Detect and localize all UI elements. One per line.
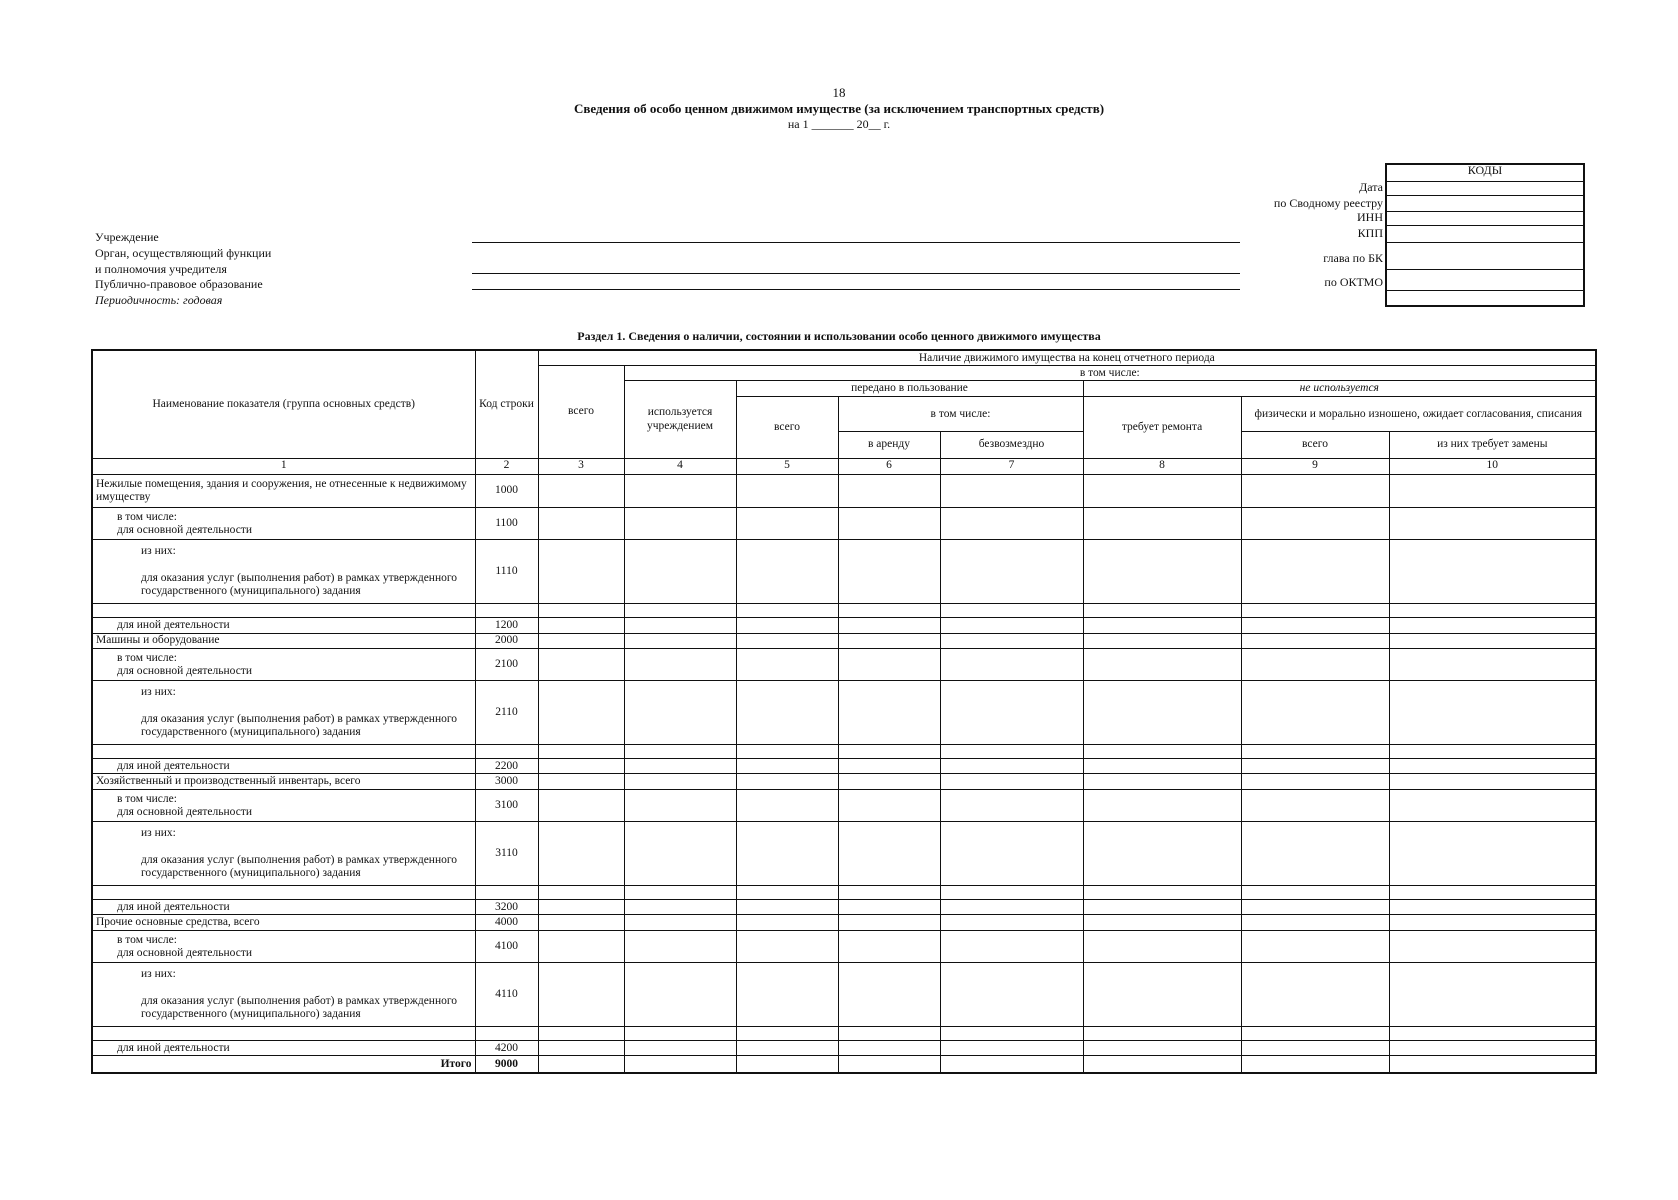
assets-table bbox=[91, 349, 1597, 1074]
value-cell[interactable] bbox=[538, 900, 624, 915]
value-cell[interactable] bbox=[940, 759, 1083, 774]
value-cell[interactable] bbox=[624, 790, 736, 822]
value-cell[interactable] bbox=[1083, 681, 1241, 745]
col-number: 10 bbox=[1389, 458, 1596, 474]
blank-label-cell bbox=[92, 885, 475, 900]
value-cell[interactable] bbox=[940, 885, 1083, 900]
value-cell[interactable] bbox=[1241, 618, 1389, 633]
col-number: 3 bbox=[538, 458, 624, 474]
value-cell[interactable] bbox=[1241, 790, 1389, 822]
value-cell[interactable] bbox=[1083, 1056, 1241, 1073]
founder-label-line1: Орган, осуществляющий функции bbox=[95, 246, 272, 260]
value-cell[interactable] bbox=[838, 900, 940, 915]
row-code: 3110 bbox=[475, 822, 538, 886]
main-activity-label bbox=[92, 931, 475, 963]
value-cell[interactable] bbox=[1389, 508, 1596, 540]
header-not-used: не используется bbox=[1083, 381, 1596, 397]
col-number: 7 bbox=[940, 458, 1083, 474]
table-row bbox=[92, 681, 1596, 745]
value-cell[interactable] bbox=[736, 681, 838, 745]
table-row bbox=[92, 1026, 1596, 1041]
value-cell[interactable] bbox=[736, 508, 838, 540]
main-activity-label-line: в том числе: bbox=[117, 651, 177, 664]
value-cell[interactable] bbox=[736, 759, 838, 774]
value-cell[interactable] bbox=[1389, 540, 1596, 604]
services-label bbox=[92, 681, 475, 745]
header-transferred: передано в пользование bbox=[736, 381, 1083, 397]
value-cell[interactable] bbox=[1083, 633, 1241, 649]
value-cell[interactable] bbox=[1083, 1041, 1241, 1056]
value-cell[interactable] bbox=[940, 963, 1083, 1027]
code-label-inn: ИНН bbox=[1357, 210, 1383, 224]
row-code: 2000 bbox=[475, 633, 538, 649]
value-cell[interactable] bbox=[538, 963, 624, 1027]
value-cell[interactable] bbox=[838, 963, 940, 1027]
value-cell[interactable] bbox=[624, 900, 736, 915]
blank-label-cell bbox=[92, 603, 475, 618]
blank-code-cell bbox=[475, 603, 538, 618]
value-cell[interactable] bbox=[538, 759, 624, 774]
value-cell[interactable] bbox=[838, 540, 940, 604]
code-label-date: Дата bbox=[1359, 180, 1383, 194]
value-cell[interactable] bbox=[1389, 774, 1596, 790]
other-activity-label: для иной деятельности bbox=[92, 618, 475, 633]
value-cell[interactable] bbox=[940, 744, 1083, 759]
codes-title: КОДЫ bbox=[1467, 163, 1503, 177]
table-row bbox=[92, 759, 1596, 774]
value-cell[interactable] bbox=[538, 885, 624, 900]
row-code: 4110 bbox=[475, 963, 538, 1027]
value-cell[interactable] bbox=[624, 540, 736, 604]
row-code: 9000 bbox=[475, 1056, 538, 1073]
col-number: 6 bbox=[838, 458, 940, 474]
value-cell[interactable] bbox=[838, 774, 940, 790]
table-row bbox=[92, 774, 1596, 790]
codes-box bbox=[1385, 163, 1585, 307]
value-cell[interactable] bbox=[940, 774, 1083, 790]
table-row bbox=[92, 790, 1596, 822]
total-label: Итого bbox=[92, 1056, 475, 1073]
blank-label-cell bbox=[92, 1026, 475, 1041]
value-cell[interactable] bbox=[1241, 1041, 1389, 1056]
value-cell[interactable] bbox=[838, 633, 940, 649]
value-cell[interactable] bbox=[624, 885, 736, 900]
value-cell[interactable] bbox=[940, 540, 1083, 604]
value-cell[interactable] bbox=[538, 508, 624, 540]
value-cell[interactable] bbox=[1083, 649, 1241, 681]
value-cell[interactable] bbox=[1083, 885, 1241, 900]
value-cell[interactable] bbox=[624, 915, 736, 931]
value-cell[interactable] bbox=[1389, 603, 1596, 618]
value-cell[interactable] bbox=[624, 774, 736, 790]
value-cell[interactable] bbox=[624, 822, 736, 886]
value-cell[interactable] bbox=[838, 744, 940, 759]
value-cell[interactable] bbox=[1389, 649, 1596, 681]
blank-code-cell bbox=[475, 1026, 538, 1041]
value-cell[interactable] bbox=[1389, 915, 1596, 931]
header-worn-out: физически и морально изношено, ожидает согласования, списания bbox=[1241, 397, 1596, 432]
services-label-line: из них: bbox=[141, 826, 176, 839]
value-cell[interactable] bbox=[1389, 744, 1596, 759]
value-cell[interactable] bbox=[1389, 1026, 1596, 1041]
value-cell[interactable] bbox=[1389, 474, 1596, 508]
value-cell[interactable] bbox=[736, 885, 838, 900]
value-cell[interactable] bbox=[624, 681, 736, 745]
value-cell[interactable] bbox=[940, 900, 1083, 915]
services-label-line: для оказания услуг (выполнения работ) в рамках утвержденного государственного (муниципального) задания bbox=[141, 853, 458, 879]
services-label-line: из них: bbox=[141, 685, 176, 698]
value-cell[interactable] bbox=[736, 774, 838, 790]
value-cell[interactable] bbox=[1241, 885, 1389, 900]
institution-label: Учреждение bbox=[95, 230, 159, 244]
value-cell[interactable] bbox=[940, 633, 1083, 649]
services-label-line: для оказания услуг (выполнения работ) в рамках утвержденного государственного (муниципального) задания bbox=[141, 994, 458, 1020]
table-row bbox=[92, 885, 1596, 900]
main-activity-label bbox=[92, 508, 475, 540]
header-worn-replace: из них требует замены bbox=[1389, 432, 1596, 458]
other-activity-label: для иной деятельности bbox=[92, 759, 475, 774]
value-cell[interactable] bbox=[940, 508, 1083, 540]
value-cell[interactable] bbox=[1083, 900, 1241, 915]
value-cell[interactable] bbox=[838, 790, 940, 822]
code-label-oktmo: по ОКТМО bbox=[1324, 275, 1383, 289]
value-cell[interactable] bbox=[1241, 822, 1389, 886]
services-label bbox=[92, 822, 475, 886]
header-needs-repair: требует ремонта bbox=[1083, 397, 1241, 458]
value-cell[interactable] bbox=[1389, 633, 1596, 649]
header-rent: в аренду bbox=[838, 432, 940, 458]
value-cell[interactable] bbox=[1241, 744, 1389, 759]
main-activity-label-line: для основной деятельности bbox=[117, 664, 252, 677]
main-activity-label-line: для основной деятельности bbox=[117, 946, 252, 959]
value-cell[interactable] bbox=[538, 915, 624, 931]
public-entity-label: Публично-правовое образование bbox=[95, 277, 263, 291]
code-label-kpp: КПП bbox=[1357, 226, 1383, 240]
row-code: 1100 bbox=[475, 508, 538, 540]
report-date-line: на 1 _______ 20__ г. bbox=[787, 117, 891, 131]
table-row bbox=[92, 508, 1596, 540]
group-name: Прочие основные средства, всего bbox=[92, 915, 475, 931]
table-row bbox=[92, 900, 1596, 915]
value-cell[interactable] bbox=[1389, 618, 1596, 633]
main-activity-label-line: в том числе: bbox=[117, 933, 177, 946]
founder-field-line bbox=[472, 273, 1240, 274]
table-row bbox=[92, 1056, 1596, 1073]
value-cell[interactable] bbox=[1389, 963, 1596, 1027]
main-activity-label-line: в том числе: bbox=[117, 792, 177, 805]
header-used-by-institution: используется учреждением bbox=[624, 381, 736, 458]
value-cell[interactable] bbox=[624, 1041, 736, 1056]
table-row bbox=[92, 822, 1596, 886]
code-label-bk: глава по БК bbox=[1323, 251, 1383, 265]
value-cell[interactable] bbox=[1241, 649, 1389, 681]
row-code: 1110 bbox=[475, 540, 538, 604]
value-cell[interactable] bbox=[1083, 540, 1241, 604]
value-cell[interactable] bbox=[736, 540, 838, 604]
row-code: 3000 bbox=[475, 774, 538, 790]
value-cell[interactable] bbox=[940, 822, 1083, 886]
value-cell[interactable] bbox=[940, 1026, 1083, 1041]
value-cell[interactable] bbox=[1389, 822, 1596, 886]
table-row bbox=[92, 540, 1596, 604]
value-cell[interactable] bbox=[1083, 508, 1241, 540]
value-cell[interactable] bbox=[624, 1026, 736, 1041]
value-cell[interactable] bbox=[838, 618, 940, 633]
table-row bbox=[92, 1041, 1596, 1056]
value-cell[interactable] bbox=[940, 915, 1083, 931]
value-cell[interactable] bbox=[1083, 774, 1241, 790]
value-cell[interactable] bbox=[538, 633, 624, 649]
value-cell[interactable] bbox=[624, 744, 736, 759]
value-cell[interactable] bbox=[940, 790, 1083, 822]
value-cell[interactable] bbox=[838, 931, 940, 963]
value-cell[interactable] bbox=[838, 822, 940, 886]
header-including: в том числе: bbox=[624, 366, 1596, 381]
value-cell[interactable] bbox=[940, 603, 1083, 618]
col-number: 1 bbox=[92, 458, 475, 474]
row-code: 3100 bbox=[475, 790, 538, 822]
col-number: 2 bbox=[475, 458, 538, 474]
header-worn-total: всего bbox=[1241, 432, 1389, 458]
value-cell[interactable] bbox=[538, 540, 624, 604]
periodicity-label: Периодичность: годовая bbox=[95, 293, 223, 307]
value-cell[interactable] bbox=[1083, 744, 1241, 759]
value-cell[interactable] bbox=[736, 822, 838, 886]
value-cell[interactable] bbox=[940, 931, 1083, 963]
value-cell[interactable] bbox=[736, 915, 838, 931]
value-cell[interactable] bbox=[1241, 474, 1389, 508]
value-cell[interactable] bbox=[838, 915, 940, 931]
value-cell[interactable] bbox=[838, 1041, 940, 1056]
header-code: Код строки bbox=[475, 350, 538, 458]
services-label-line: для оказания услуг (выполнения работ) в рамках утвержденного государственного (муниципального) задания bbox=[141, 571, 458, 597]
table-row bbox=[92, 744, 1596, 759]
value-cell[interactable] bbox=[940, 681, 1083, 745]
value-cell[interactable] bbox=[1241, 1056, 1389, 1073]
main-activity-label bbox=[92, 649, 475, 681]
value-cell[interactable] bbox=[736, 618, 838, 633]
value-cell[interactable] bbox=[736, 603, 838, 618]
value-cell[interactable] bbox=[538, 1056, 624, 1073]
value-cell[interactable] bbox=[538, 649, 624, 681]
col-number: 9 bbox=[1241, 458, 1389, 474]
other-activity-label: для иной деятельности bbox=[92, 1041, 475, 1056]
value-cell[interactable] bbox=[1389, 681, 1596, 745]
value-cell[interactable] bbox=[838, 759, 940, 774]
services-label bbox=[92, 540, 475, 604]
page-number: 18 bbox=[832, 85, 846, 100]
blank-label-cell bbox=[92, 744, 475, 759]
row-code: 4100 bbox=[475, 931, 538, 963]
value-cell[interactable] bbox=[1389, 885, 1596, 900]
value-cell[interactable] bbox=[1083, 474, 1241, 508]
value-cell[interactable] bbox=[1241, 540, 1389, 604]
value-cell[interactable] bbox=[736, 744, 838, 759]
group-name: Машины и оборудование bbox=[92, 633, 475, 649]
group-name: Хозяйственный и производственный инвентарь, всего bbox=[92, 774, 475, 790]
value-cell[interactable] bbox=[736, 900, 838, 915]
group-name: Нежилые помещения, здания и сооружения, не отнесенные к недвижимому имуществу bbox=[92, 474, 475, 508]
value-cell[interactable] bbox=[538, 1041, 624, 1056]
value-cell[interactable] bbox=[940, 474, 1083, 508]
value-cell[interactable] bbox=[538, 474, 624, 508]
public-entity-field-line bbox=[472, 289, 1240, 290]
services-label-line: из них: bbox=[141, 967, 176, 980]
value-cell[interactable] bbox=[624, 931, 736, 963]
col-number: 4 bbox=[624, 458, 736, 474]
value-cell[interactable] bbox=[736, 1056, 838, 1073]
value-cell[interactable] bbox=[736, 1026, 838, 1041]
institution-field-line bbox=[472, 242, 1240, 243]
table-row bbox=[92, 649, 1596, 681]
other-activity-label: для иной деятельности bbox=[92, 900, 475, 915]
blank-code-cell bbox=[475, 885, 538, 900]
value-cell[interactable] bbox=[624, 1056, 736, 1073]
value-cell[interactable] bbox=[736, 633, 838, 649]
value-cell[interactable] bbox=[1083, 603, 1241, 618]
value-cell[interactable] bbox=[1241, 915, 1389, 931]
value-cell[interactable] bbox=[1241, 1026, 1389, 1041]
table-row bbox=[92, 603, 1596, 618]
value-cell[interactable] bbox=[736, 649, 838, 681]
value-cell[interactable] bbox=[538, 681, 624, 745]
header-total: всего bbox=[538, 366, 624, 458]
value-cell[interactable] bbox=[1389, 1056, 1596, 1073]
value-cell[interactable] bbox=[538, 744, 624, 759]
value-cell[interactable] bbox=[1389, 900, 1596, 915]
value-cell[interactable] bbox=[1083, 931, 1241, 963]
value-cell[interactable] bbox=[1389, 1041, 1596, 1056]
row-code: 4000 bbox=[475, 915, 538, 931]
value-cell[interactable] bbox=[538, 603, 624, 618]
row-code: 2200 bbox=[475, 759, 538, 774]
col-number: 5 bbox=[736, 458, 838, 474]
value-cell[interactable] bbox=[736, 931, 838, 963]
value-cell[interactable] bbox=[1241, 900, 1389, 915]
value-cell[interactable] bbox=[624, 649, 736, 681]
row-code: 1000 bbox=[475, 474, 538, 508]
row-code: 3200 bbox=[475, 900, 538, 915]
table-row bbox=[92, 963, 1596, 1027]
value-cell[interactable] bbox=[538, 822, 624, 886]
document-title: Сведения об особо ценном движимом имуществе (за исключением транспортных средств) bbox=[573, 101, 1105, 116]
header-name: Наименование показателя (группа основных средств) bbox=[92, 350, 475, 458]
value-cell[interactable] bbox=[940, 649, 1083, 681]
header-availability: Наличие движимого имущества на конец отчетного периода bbox=[538, 350, 1596, 366]
value-cell[interactable] bbox=[624, 633, 736, 649]
services-label bbox=[92, 963, 475, 1027]
table-row bbox=[92, 633, 1596, 649]
value-cell[interactable] bbox=[624, 474, 736, 508]
table-row bbox=[92, 931, 1596, 963]
value-cell[interactable] bbox=[538, 774, 624, 790]
value-cell[interactable] bbox=[1241, 633, 1389, 649]
services-label-line: для оказания услуг (выполнения работ) в рамках утвержденного государственного (муниципального) задания bbox=[141, 712, 458, 738]
value-cell[interactable] bbox=[624, 618, 736, 633]
row-code: 1200 bbox=[475, 618, 538, 633]
value-cell[interactable] bbox=[838, 603, 940, 618]
col-number: 8 bbox=[1083, 458, 1241, 474]
value-cell[interactable] bbox=[940, 1041, 1083, 1056]
value-cell[interactable] bbox=[736, 474, 838, 508]
table-row bbox=[92, 915, 1596, 931]
value-cell[interactable] bbox=[1083, 822, 1241, 886]
value-cell[interactable] bbox=[736, 963, 838, 1027]
table-row bbox=[92, 618, 1596, 633]
value-cell[interactable] bbox=[1241, 963, 1389, 1027]
header-transferred-including: в том числе: bbox=[838, 397, 1083, 432]
value-cell[interactable] bbox=[736, 1041, 838, 1056]
value-cell[interactable] bbox=[1083, 1026, 1241, 1041]
code-label-registry: по Сводному реестру bbox=[1273, 196, 1383, 210]
section-title: Раздел 1. Сведения о наличии, состоянии и использовании особо ценного движимого имущества bbox=[577, 329, 1101, 343]
value-cell[interactable] bbox=[1389, 790, 1596, 822]
value-cell[interactable] bbox=[838, 885, 940, 900]
value-cell[interactable] bbox=[838, 1026, 940, 1041]
row-code: 2110 bbox=[475, 681, 538, 745]
value-cell[interactable] bbox=[838, 1056, 940, 1073]
value-cell[interactable] bbox=[1241, 603, 1389, 618]
value-cell[interactable] bbox=[1241, 759, 1389, 774]
value-cell[interactable] bbox=[838, 681, 940, 745]
value-cell[interactable] bbox=[1389, 931, 1596, 963]
value-cell[interactable] bbox=[1083, 618, 1241, 633]
value-cell[interactable] bbox=[1083, 759, 1241, 774]
value-cell[interactable] bbox=[940, 618, 1083, 633]
value-cell[interactable] bbox=[736, 790, 838, 822]
blank-code-cell bbox=[475, 744, 538, 759]
value-cell[interactable] bbox=[838, 508, 940, 540]
value-cell[interactable] bbox=[838, 474, 940, 508]
value-cell[interactable] bbox=[838, 649, 940, 681]
value-cell[interactable] bbox=[538, 1026, 624, 1041]
value-cell[interactable] bbox=[624, 603, 736, 618]
table-row bbox=[92, 474, 1596, 508]
main-activity-label-line: в том числе: bbox=[117, 510, 177, 523]
value-cell[interactable] bbox=[538, 931, 624, 963]
main-activity-label bbox=[92, 790, 475, 822]
value-cell[interactable] bbox=[624, 508, 736, 540]
main-activity-label-line: для основной деятельности bbox=[117, 523, 252, 536]
value-cell[interactable] bbox=[1083, 790, 1241, 822]
value-cell[interactable] bbox=[1241, 681, 1389, 745]
value-cell[interactable] bbox=[624, 963, 736, 1027]
services-label-line: из них: bbox=[141, 544, 176, 557]
value-cell[interactable] bbox=[1241, 774, 1389, 790]
value-cell[interactable] bbox=[538, 790, 624, 822]
row-code: 2100 bbox=[475, 649, 538, 681]
value-cell[interactable] bbox=[538, 618, 624, 633]
header-free: безвозмездно bbox=[940, 432, 1083, 458]
value-cell[interactable] bbox=[1083, 915, 1241, 931]
value-cell[interactable] bbox=[1083, 963, 1241, 1027]
value-cell[interactable] bbox=[940, 1056, 1083, 1073]
header-transferred-total: всего bbox=[736, 397, 838, 458]
founder-label-line2: и полномочия учредителя bbox=[95, 262, 227, 276]
value-cell[interactable] bbox=[1389, 759, 1596, 774]
value-cell[interactable] bbox=[624, 759, 736, 774]
value-cell[interactable] bbox=[1241, 931, 1389, 963]
main-activity-label-line: для основной деятельности bbox=[117, 805, 252, 818]
row-code: 4200 bbox=[475, 1041, 538, 1056]
value-cell[interactable] bbox=[1241, 508, 1389, 540]
